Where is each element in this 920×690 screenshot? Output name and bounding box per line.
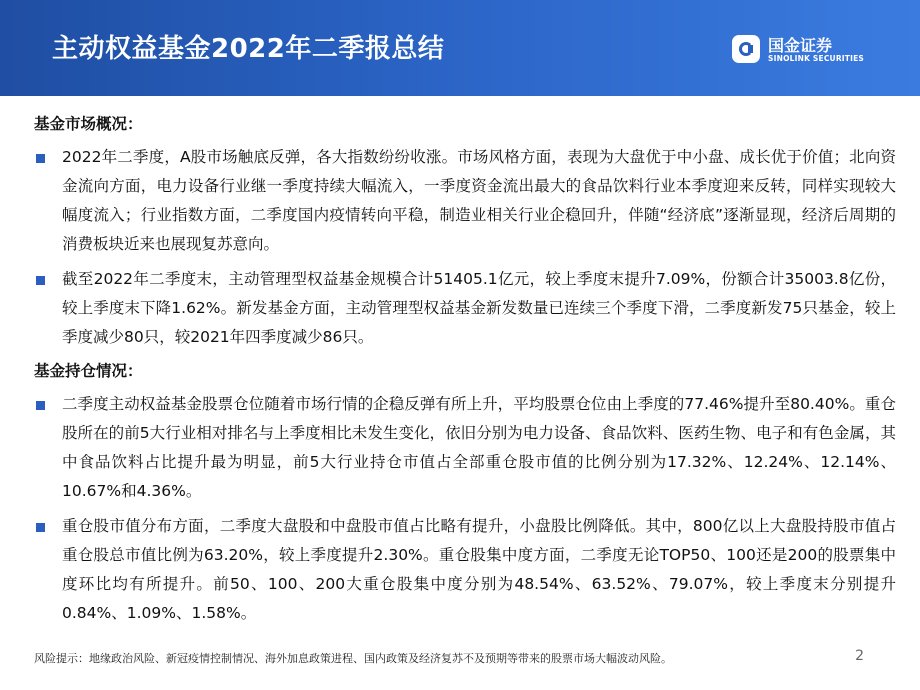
section-heading-market: 基金市场概况： bbox=[34, 115, 143, 133]
bullet-item bbox=[34, 265, 896, 352]
section-heading-holdings: 基金持仓情况： bbox=[34, 362, 143, 380]
bullet-text: 2022年二季度，A股市场触底反弹，各大指数纷纷收涨。市场风格方面，表现为大盘优于中小盘、成长优于价值；北向资金流向方面，电力设备行业继一季度持续大幅流入，一季度资金流出最大的食品饮料行业本季度迎来反转，同样实现较大幅度流入；行业指数方面，二季度国内疫情转向平稳，制造业相关行业企稳回升，伴随“经济底”逐渐显现，经济后周期的消费板块近来也展现复苏意向。 bbox=[62, 148, 896, 253]
bullet-item bbox=[34, 512, 896, 628]
main-content bbox=[34, 111, 896, 634]
logo-name-en: SINOLINK SECURITIES bbox=[768, 54, 865, 63]
header-banner bbox=[0, 0, 920, 96]
bullet-text: 截至2022年二季度末，主动管理型权益基金规模合计51405.1亿元，较上季度末提升7.09%，份额合计35003.8亿份，较上季度末下降1.62%。新发基金方面，主动管理型权益基金新发数量已连续三个季度下滑，二季度新发75只基金，较上季度减少80只，较2021年四季度减少86只。 bbox=[62, 270, 896, 346]
square-bullet-icon bbox=[36, 523, 45, 532]
square-bullet-icon bbox=[36, 401, 45, 410]
sinolink-logo-icon bbox=[732, 35, 760, 63]
bullet-item bbox=[34, 143, 896, 259]
bullet-text: 重仓股市值分布方面，二季度大盘股和中盘股市值占比略有提升，小盘股比例降低。其中，800亿以上大盘股持股市值占重仓股总市值比例为63.20%，较上季度提升2.30%。重仓股集中度方面，二季度无论TOP50、100还是200的股票集中度环比均有所提升。前50、100、200大重仓股集中度分别为48.54%、63.52%、79.07%，较上季度末分别提升0.84%、1.09%、1.58%。 bbox=[62, 517, 896, 622]
logo-name-cn: 国金证券 bbox=[768, 36, 833, 55]
bullet-text: 二季度主动权益基金股票仓位随着市场行情的企稳反弹有所上升，平均股票仓位由上季度的77.46%提升至80.40%。重仓股所在的前5大行业相对排名与上季度相比未发生变化，依旧分别为电力设备、食品饮料、医药生物、电子和有色金属，其中食品饮料占比提升最为明显，前5大行业持仓市值占全部重仓股市值的比例分别为17.32%、12.24%、12.14%、10.67%和4.36%。 bbox=[62, 395, 896, 500]
page-number: 2 bbox=[855, 648, 864, 664]
company-logo bbox=[732, 33, 882, 67]
bullet-item bbox=[34, 390, 896, 506]
square-bullet-icon bbox=[36, 154, 45, 163]
page-title: 主动权益基金2022年二季报总结 bbox=[52, 34, 445, 64]
square-bullet-icon bbox=[36, 276, 45, 285]
risk-disclaimer: 风险提示：地缘政治风险、新冠疫情控制情况、海外加息政策进程、国内政策及经济复苏不及预期等带来的股票市场大幅波动风险。 bbox=[34, 652, 672, 665]
